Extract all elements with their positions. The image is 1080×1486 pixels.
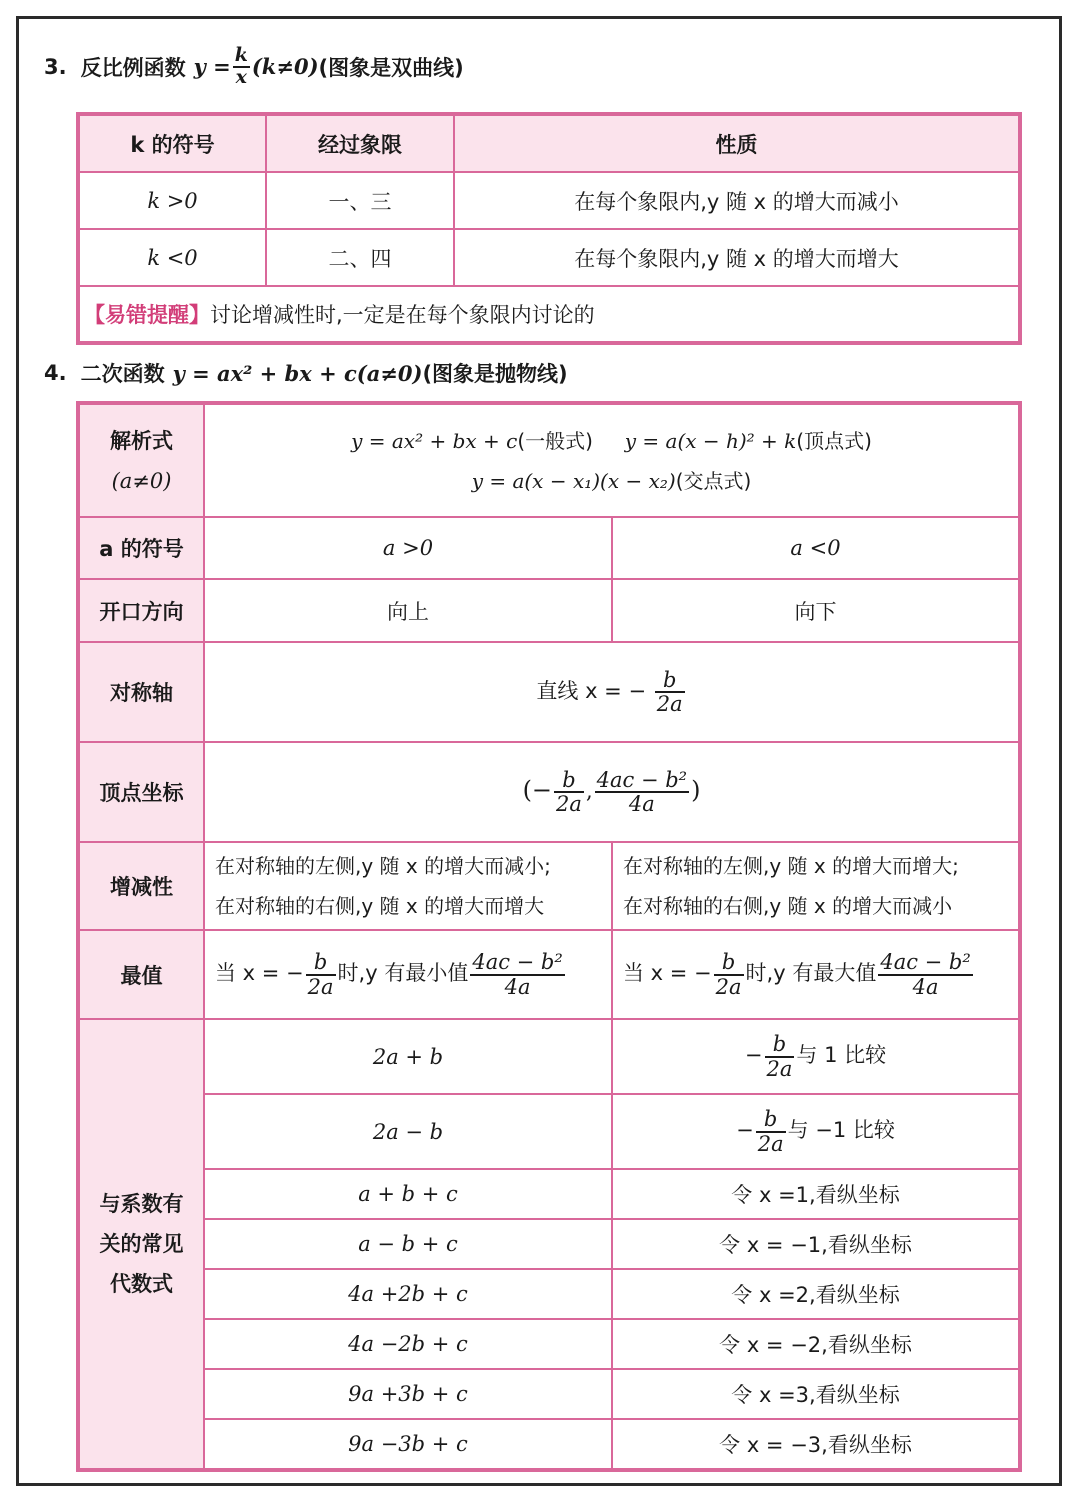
label-opening: 开口方向 [79,579,204,642]
expr-value: 9a −3b + c [204,1419,612,1469]
header-quadrants: 经过象限 [266,115,454,172]
general-form-tag: (一般式) [517,428,593,453]
cell-axis [204,642,1019,742]
expr-hint: 令 x =1,看纵坐标 [612,1169,1019,1219]
header-k-sign: k 的符号 [79,115,266,172]
quadratic-formula: y = ax² + bx + c [172,360,357,386]
fraction-b-over-2a: $\frac{b}{2a}$ [715,950,742,999]
coeff-row [79,1369,1019,1419]
label-extreme: 最值 [79,930,204,1019]
expr-value: 4a −2b + c [204,1319,612,1369]
expr-value: a + b + c [204,1169,612,1219]
vertex-form-tag: (顶点式) [796,428,872,453]
cell-property-increase: 在每个象限内,y 随 x 的增大而增大 [454,229,1019,286]
header-property: 性质 [454,115,1019,172]
expr-hint: 令 x =2,看纵坐标 [612,1269,1019,1319]
reminder-tag: 【易错提醒】 [84,303,210,327]
coeff-row [79,1219,1019,1269]
section4-heading [44,358,568,388]
coeff-row [79,1419,1019,1469]
quadratic-function-table [78,403,1020,1470]
section3-heading [44,46,464,88]
label-coeff-expressions: 与系数有 关的常见 代数式 [79,1019,204,1469]
expr-hint: 令 x = −3,看纵坐标 [612,1419,1019,1469]
expr-2a-plus-b: 2a + b [204,1019,612,1094]
fraction-b-over-2a: $\frac{b}{2a}$ [556,767,582,816]
label-axis: 对称轴 [79,642,204,742]
expr-hint: 令 x =3,看纵坐标 [612,1369,1019,1419]
label-monotonic: 增减性 [79,842,204,930]
cell-quadrants-2-4: 二、四 [266,229,454,286]
reminder-text: 讨论增减性时,一定是在每个象限内讨论的 [210,303,595,327]
intercept-form-tag: (交点式) [675,468,752,493]
analytic-row [79,404,1019,517]
cell-quadrants-1-3: 一、三 [266,172,454,229]
section-title: 二次函数 [80,362,165,386]
cell-property-decrease: 在每个象限内,y 随 x 的增大而减小 [454,172,1019,229]
axis-row [79,642,1019,742]
table-row [79,172,1019,229]
coeff-row [79,1019,1019,1094]
fraction-k-over-x: $\frac{k}{x}$ [234,44,248,88]
section-suffix: (图象是双曲线) [318,55,464,80]
coeff-row [79,1269,1019,1319]
intercept-form: y = a(x − x₁)(x − x₂) [471,468,676,493]
expr-hint: 令 x = −1,看纵坐标 [612,1219,1019,1269]
expr-value: 9a +3b + c [204,1369,612,1419]
section-title: 反比例函数 [80,55,186,80]
section-number: 4. [44,361,67,385]
label-analytic: 解析式 (a≠0) [79,404,204,517]
cell-max-value: 当 x = − $\frac{b}{2a}$ 时,y 有最大值 $\frac{\text{4ac − b²}}{4a}$ [612,930,1019,1019]
general-form: y = ax² + bx + c [351,428,518,453]
fraction-extreme-value: $\frac{\text{4ac − b²}}{4a}$ [472,950,563,999]
analytic-formulas [204,404,1019,517]
error-reminder [79,286,1019,342]
table-header-row [79,115,1019,172]
monotonic-row [79,842,1019,930]
cmp-2a-minus-b: − $\frac{b}{2a}$ 与 −1 比较 [612,1094,1019,1169]
expr-hint: 令 x = −2,看纵坐标 [612,1319,1019,1369]
cell-opening-down: 向下 [612,579,1019,642]
cell-a-negative: a <0 [612,517,1019,579]
label-a-sign: a 的符号 [79,517,204,579]
expr-value: 4a +2b + c [204,1269,612,1319]
coeff-row [79,1319,1019,1369]
cell-monotonic-neg: 在对称轴的左侧,y 随 x 的增大而增大; 在对称轴的右侧,y 随 x 的增大而减小 [612,842,1019,930]
condition: (a≠0) [356,360,423,386]
sign-row [79,517,1019,579]
section-number: 3. [44,54,67,79]
cell-vertex: (− $\frac{b}{2a}$ , $\frac{\text{4ac − b²}}{4a}$ ) [204,742,1019,842]
table-row [79,229,1019,286]
label-vertex: 顶点坐标 [79,742,204,842]
condition: (k≠0) [251,54,319,80]
coeff-row [79,1169,1019,1219]
cell-a-positive: a >0 [204,517,612,579]
cell-monotonic-pos: 在对称轴的左侧,y 随 x 的增大而减小; 在对称轴的右侧,y 随 x 的增大而增大 [204,842,612,930]
fraction-vertex-y: $\frac{\text{4ac − b²}}{4a}$ [596,767,688,816]
extreme-row [79,930,1019,1019]
fraction-b-over-2a: $\frac{b}{2a}$ [307,950,334,999]
expr-value: a − b + c [204,1219,612,1269]
fraction-b-over-2a: $\frac{b}{2a}$ [656,667,683,716]
cmp-2a-plus-b: − $\frac{b}{2a}$ 与 1 比较 [612,1019,1019,1094]
axis-text: 直线 x = − [536,679,647,703]
vertex-row [79,742,1019,842]
expr-2a-minus-b: 2a − b [204,1094,612,1169]
opening-row [79,579,1019,642]
vertex-form: y = a(x − h)² + k [624,428,797,453]
cell-k-positive: k >0 [79,172,266,229]
inverse-proportion-table [78,114,1020,343]
note-row [79,286,1019,342]
cell-k-negative: k <0 [79,229,266,286]
section-suffix: (图象是抛物线) [422,362,568,386]
coeff-row [79,1094,1019,1169]
formula-lhs: y = [193,54,231,80]
cell-min-value: 当 x = − $\frac{b}{2a}$ 时,y 有最小值 $\frac{\text{4ac − b²}}{4a}$ [204,930,612,1019]
fraction-extreme-value: $\frac{\text{4ac − b²}}{4a}$ [880,950,971,999]
cell-opening-up: 向上 [204,579,612,642]
